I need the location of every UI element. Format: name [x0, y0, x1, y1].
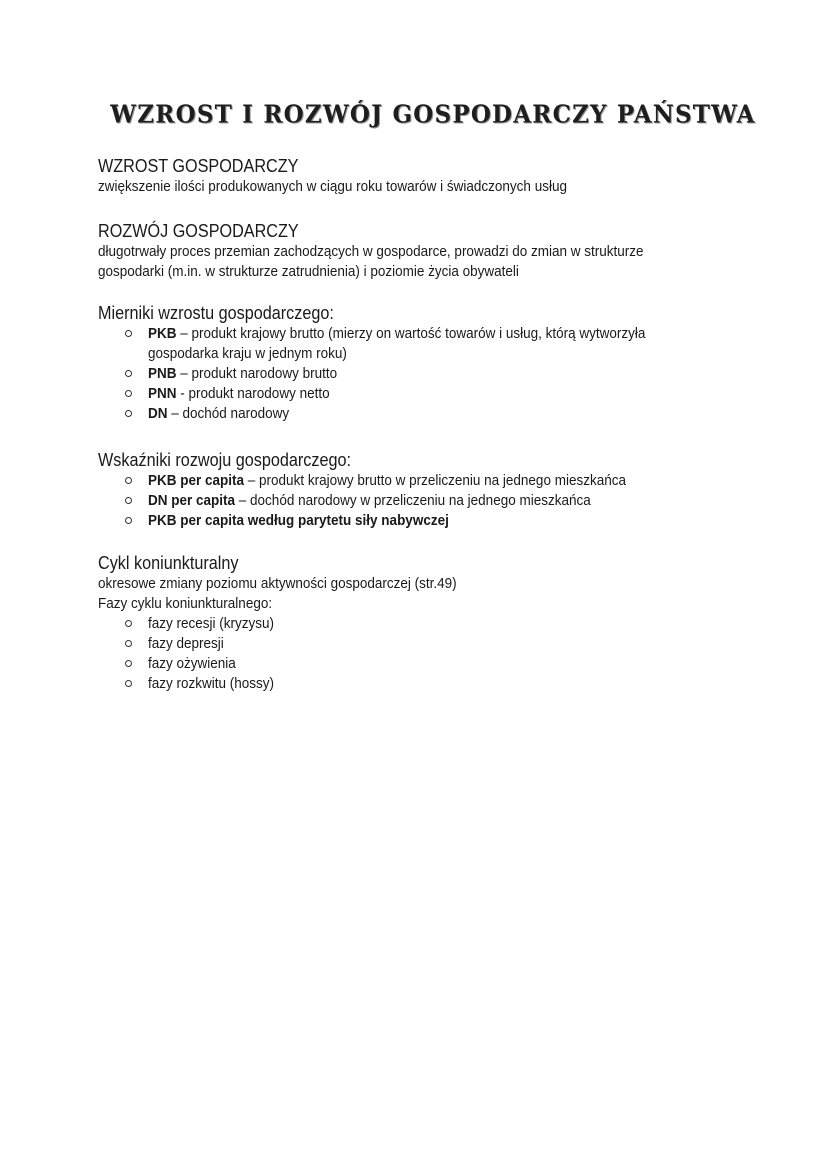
term-description: – produkt krajowy brutto (mierzy on wartość towarów i usług, którą wytworzyła: [176, 325, 646, 342]
circle-bullet-icon: [125, 477, 132, 484]
list-item: [98, 384, 738, 404]
term-description: – dochód narodowy: [167, 405, 290, 422]
section-growth-measures: [98, 303, 738, 424]
term-description: gospodarka kraju w jednym roku): [148, 345, 347, 362]
section-definition: zwiększenie ilości produkowanych w ciągu roku towarów i świadczonych usług: [98, 178, 567, 195]
list-item: [98, 471, 738, 491]
term: PNB: [148, 365, 177, 382]
term: PNN: [148, 385, 177, 402]
section-heading: ROZWÓJ GOSPODARCZY: [98, 221, 299, 241]
term: PKB per capita według parytetu siły nabywczej: [148, 512, 449, 529]
section-heading: Mierniki wzrostu gospodarczego:: [98, 303, 334, 323]
circle-bullet-icon: [125, 410, 132, 417]
circle-bullet-icon: [125, 390, 132, 397]
bullet-list: [98, 324, 738, 424]
circle-bullet-icon: [125, 330, 132, 337]
list-item: [98, 674, 738, 694]
list-item: [98, 511, 738, 531]
circle-bullet-icon: [125, 497, 132, 504]
term: DN: [148, 405, 168, 422]
section-definition-line: długotrwały proces przemian zachodzących w gospodarce, prowadzi do zmian w strukturze: [98, 243, 644, 260]
section-heading: Cykl koniunkturalny: [98, 553, 239, 573]
circle-bullet-icon: [125, 620, 132, 627]
bullet-list: [98, 471, 738, 531]
circle-bullet-icon: [125, 640, 132, 647]
list-item: [98, 364, 738, 384]
bullet-list: [98, 614, 738, 694]
term-description: – dochód narodowy w przeliczeniu na jednego mieszkańca: [235, 492, 591, 509]
list-item: [98, 491, 738, 511]
circle-bullet-icon: [125, 660, 132, 667]
list-item: [98, 634, 738, 654]
section-heading: Wskaźniki rozwoju gospodarczego:: [98, 450, 352, 470]
section-definition: okresowe zmiany poziomu aktywności gospodarczej (str.49): [98, 575, 457, 592]
term: PKB per capita: [148, 472, 245, 489]
circle-bullet-icon: [125, 517, 132, 524]
section-heading: WZROST GOSPODARCZY: [98, 156, 299, 176]
list-item: [98, 614, 738, 634]
phase-text: fazy depresji: [148, 635, 224, 652]
phase-text: fazy recesji (kryzysu): [148, 615, 275, 632]
phase-text: fazy ożywienia: [148, 655, 236, 672]
list-item: [98, 654, 738, 674]
list-item: [98, 324, 738, 364]
section-development-indicators: [98, 450, 738, 531]
phase-text: fazy rozkwitu (hossy): [148, 675, 275, 692]
section-economic-development: [98, 221, 738, 282]
section-economic-growth: [98, 156, 738, 197]
section-business-cycle: [98, 553, 738, 694]
page-title: WZROST I ROZWÓJ GOSPODARCZY PAŃSTWA: [110, 100, 756, 129]
term: PKB: [148, 325, 177, 342]
term-description: - produkt narodowy netto: [176, 385, 330, 402]
list-item: [98, 404, 738, 424]
term-description: – produkt krajowy brutto w przeliczeniu na jednego mieszkańca: [244, 472, 626, 489]
circle-bullet-icon: [125, 370, 132, 377]
circle-bullet-icon: [125, 680, 132, 687]
term: DN per capita: [148, 492, 236, 509]
phases-label: Fazy cyklu koniunkturalnego:: [98, 595, 273, 612]
term-description: – produkt narodowy brutto: [176, 365, 338, 382]
section-definition-line: gospodarki (m.in. w strukturze zatrudnienia) i poziomie życia obywateli: [98, 263, 519, 280]
